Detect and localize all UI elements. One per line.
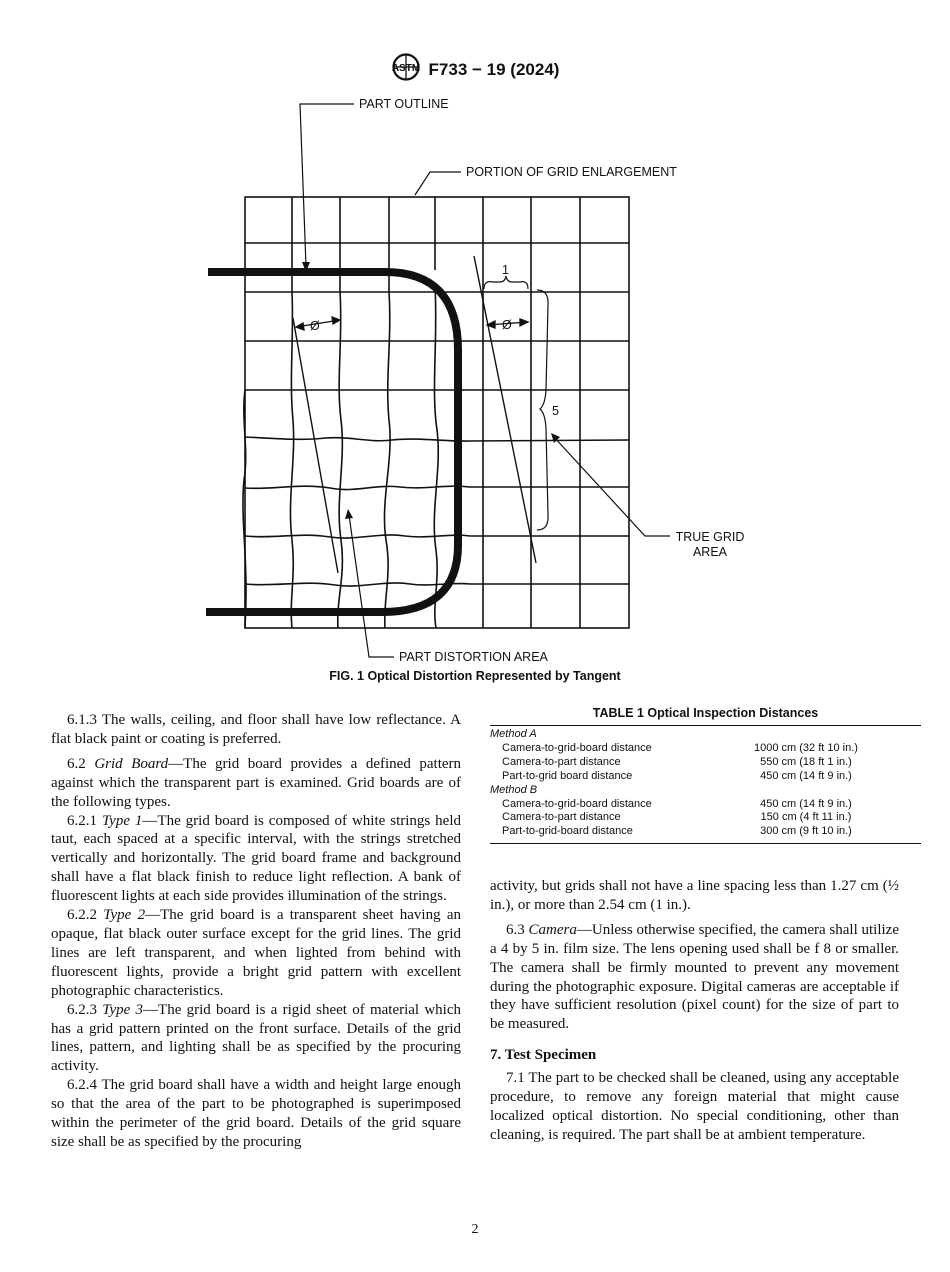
paragraph-6-2-3: 6.2.3 Type 3—The grid board is a rigid sheet of material which has a grid pattern printed on the front surface. Details of the grid lines, pattern, and lighting shall be as specified by the procuring activity.	[51, 1001, 461, 1075]
phi-symbol-right: Ø	[502, 318, 512, 332]
figure-caption: FIG. 1 Optical Distortion Represented by Tangent	[329, 669, 621, 683]
part-outline-shape	[206, 272, 458, 612]
paragraph-6-3: 6.3 Camera—Unless otherwise specified, the camera shall utilize a 4 by 5 in. film size. The lens opening used shall be f 8 or smaller. The camera shall be firmly mounted to prevent any movement during the photographic exposure. Digital cameras are acceptable if they have sufficient resolution (pixel count) for the size of part to be measured.	[490, 921, 899, 1033]
paragraph-7-1: 7.1 The part to be checked shall be cleaned, using any acceptable procedure, to remove any foreign material that might cause localized optical distortion. No special conditioning, other than cleaning, is required. The part shall be at ambient temperature.	[490, 1070, 899, 1143]
paragraph-6-1-3: 6.1.3 The walls, ceiling, and floor shall have low reflectance. A flat black paint or coating is preferred.	[51, 712, 461, 747]
figure-1-diagram	[0, 90, 950, 665]
label-true-grid-line2: AREA	[692, 545, 728, 559]
inspection-distances-table	[490, 725, 921, 844]
table-row	[490, 784, 921, 798]
phi-symbol-left: Ø	[310, 319, 320, 333]
table-cell-value: 550 cm (18 ft 1 in.)	[760, 755, 852, 768]
label-part-distortion-area: PART DISTORTION AREA	[399, 650, 548, 664]
left-column	[51, 711, 461, 1152]
table-cell-label: Camera-to-part distance	[502, 755, 621, 768]
table-cell-label: Camera-to-grid-board distance	[502, 797, 652, 810]
table-row	[490, 742, 921, 756]
paragraph-6-2-4: 6.2.4 The grid board shall have a width and height large enough so that the area of the part to be photographed is superimposed within the perimeter of the grid board. Details of the grid square size shall be as specified by the procuring	[51, 1077, 461, 1150]
table-title: TABLE 1 Optical Inspection Distances	[592, 706, 819, 720]
dimension-5-label: 5	[552, 404, 559, 418]
label-part-outline: PART OUTLINE	[359, 97, 449, 111]
table-cell-value: 450 cm (14 ft 9 in.)	[760, 769, 852, 782]
table-1	[490, 706, 921, 844]
table-cell-value: 1000 cm (32 ft 10 in.)	[754, 741, 858, 754]
astm-logo-text: ASTM	[391, 63, 420, 74]
page-header	[0, 52, 950, 87]
dimension-1-label: 1	[502, 263, 509, 277]
table-cell-label: Part-to-grid-board distance	[502, 825, 633, 838]
table-row	[490, 798, 921, 812]
right-column	[490, 877, 899, 1145]
table-row	[490, 726, 921, 742]
table-cell-value: 450 cm (14 ft 9 in.)	[760, 797, 852, 810]
section-7-heading: 7. Test Specimen	[490, 1047, 597, 1064]
paragraph-6-2-1: 6.2.1 Type 1—The grid board is composed of white strings held taut, each spaced at a specific interval, with the strings stretched vertically and horizontally. The grid board frame and background shall have a flat black finish to reduce light reflection. A bank of fluorescent lights at each side provides illumination of the strings.	[51, 812, 461, 905]
table-cell-value: 300 cm (9 ft 10 in.)	[760, 825, 852, 838]
paragraph-6-2: 6.2 Grid Board—The grid board provides a defined pattern against which the transparent part is examined. Grid boards are of the following types.	[51, 755, 462, 810]
method-b-label: Method B	[490, 783, 538, 796]
paragraph-6-2-2: 6.2.2 Type 2—The grid board is a transparent sheet having an opaque, flat black outer surface except for the grid lines. The grid lines are left transparent, and when lighted from behind with fluorescent lights, provide a bright grid pattern with excellent photographic characteristics.	[51, 907, 462, 999]
table-cell-label: Part-to-grid board distance	[502, 769, 633, 782]
page-number: 2	[471, 1222, 479, 1237]
label-true-grid-line1: TRUE GRID	[675, 530, 745, 544]
table-row	[490, 825, 921, 843]
label-portion-of-grid: PORTION OF GRID ENLARGEMENT	[466, 165, 677, 179]
astm-logo-icon	[391, 52, 421, 87]
table-row	[490, 756, 921, 770]
table-row	[490, 811, 921, 825]
table-cell-label: Camera-to-grid-board distance	[502, 741, 652, 754]
method-a-label: Method A	[490, 728, 537, 740]
table-row	[490, 770, 921, 784]
paragraph-6-2-4-continued: activity, but grids shall not have a line spacing less than 1.27 cm (½ in.), or more than 2.54 cm (1 in.).	[490, 878, 899, 913]
document-designation: F733 − 19 (2024)	[428, 59, 560, 79]
grid	[243, 197, 629, 628]
table-cell-label: Camera-to-part distance	[502, 811, 621, 824]
table-cell-value: 150 cm (4 ft 11 in.)	[760, 811, 852, 824]
